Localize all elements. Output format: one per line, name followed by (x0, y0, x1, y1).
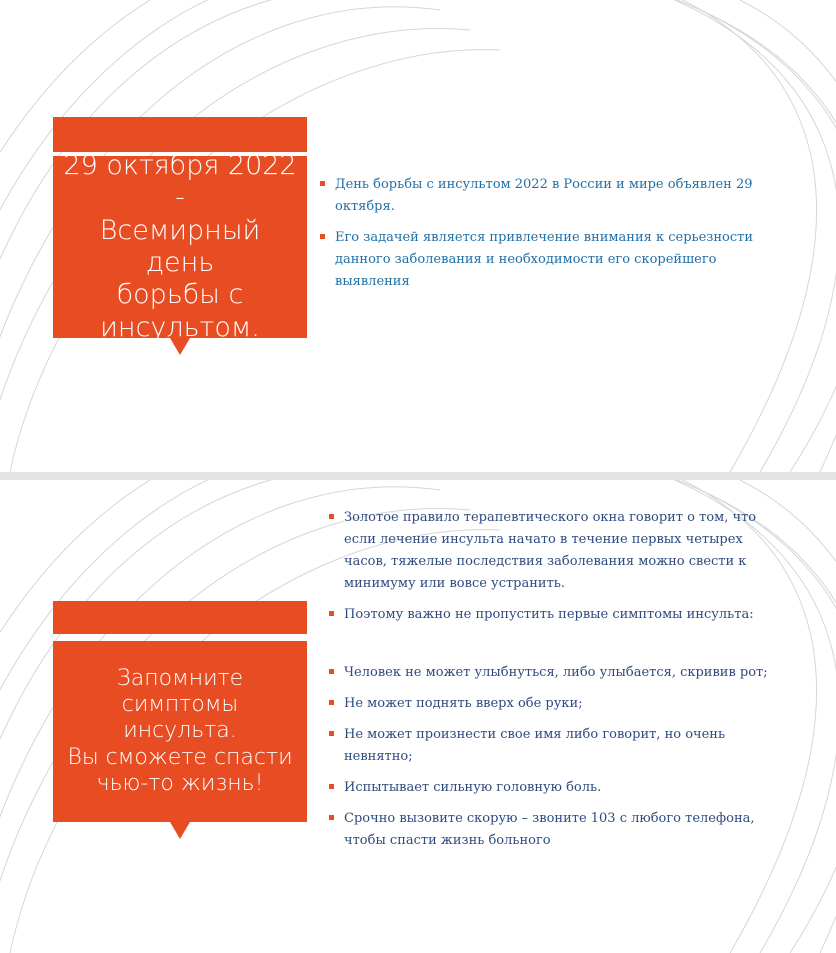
bullet-list-symptoms (329, 662, 769, 861)
bullet-list (320, 174, 770, 302)
bullet-item: Золотое правило терапевтического окна говорит о том, что если лечение инсульта начато в течение первых четырех часов, тяжелые последствия заболевания можно свести к минимуму или вовсе устранить. (329, 507, 779, 595)
title-box (53, 641, 307, 822)
title-top-bar (53, 601, 307, 634)
title-pointer (170, 338, 190, 355)
title-box (53, 149, 307, 343)
bullet-item: Человек не может улыбнуться, либо улыбается, скривив рот; (329, 662, 769, 684)
bullet-item: Его задачей является привлечение внимания к серьезности данного заболевания и необходимости его скорейшего выявления (320, 227, 770, 293)
bullet-list-top (329, 507, 779, 635)
title-pointer (170, 822, 190, 839)
slide-title: Запомните симптомы инсульта. Вы сможете спасти чью-то жизнь! (67, 665, 293, 797)
title-top-bar (53, 117, 307, 152)
bullet-item: День борьбы с инсультом 2022 в России и мире объявлен 29 октября. (320, 174, 770, 218)
bullet-item: Не может произнести свое имя либо говорит, но очень невнятно; (329, 724, 769, 768)
slide-2 (0, 480, 836, 953)
bullet-item: Испытывает сильную головную боль. (329, 777, 769, 799)
slide-title: 29 октября 2022 - Всемирный день борьбы с инсультом. (63, 149, 297, 343)
bullet-item: Не может поднять вверх обе руки; (329, 693, 769, 715)
slide-1 (0, 0, 836, 472)
bullet-item: Поэтому важно не пропустить первые симптомы инсульта: (329, 604, 779, 626)
bullet-item: Срочно вызовите скорую – звоните 103 с любого телефона, чтобы спасти жизнь больного (329, 808, 769, 852)
